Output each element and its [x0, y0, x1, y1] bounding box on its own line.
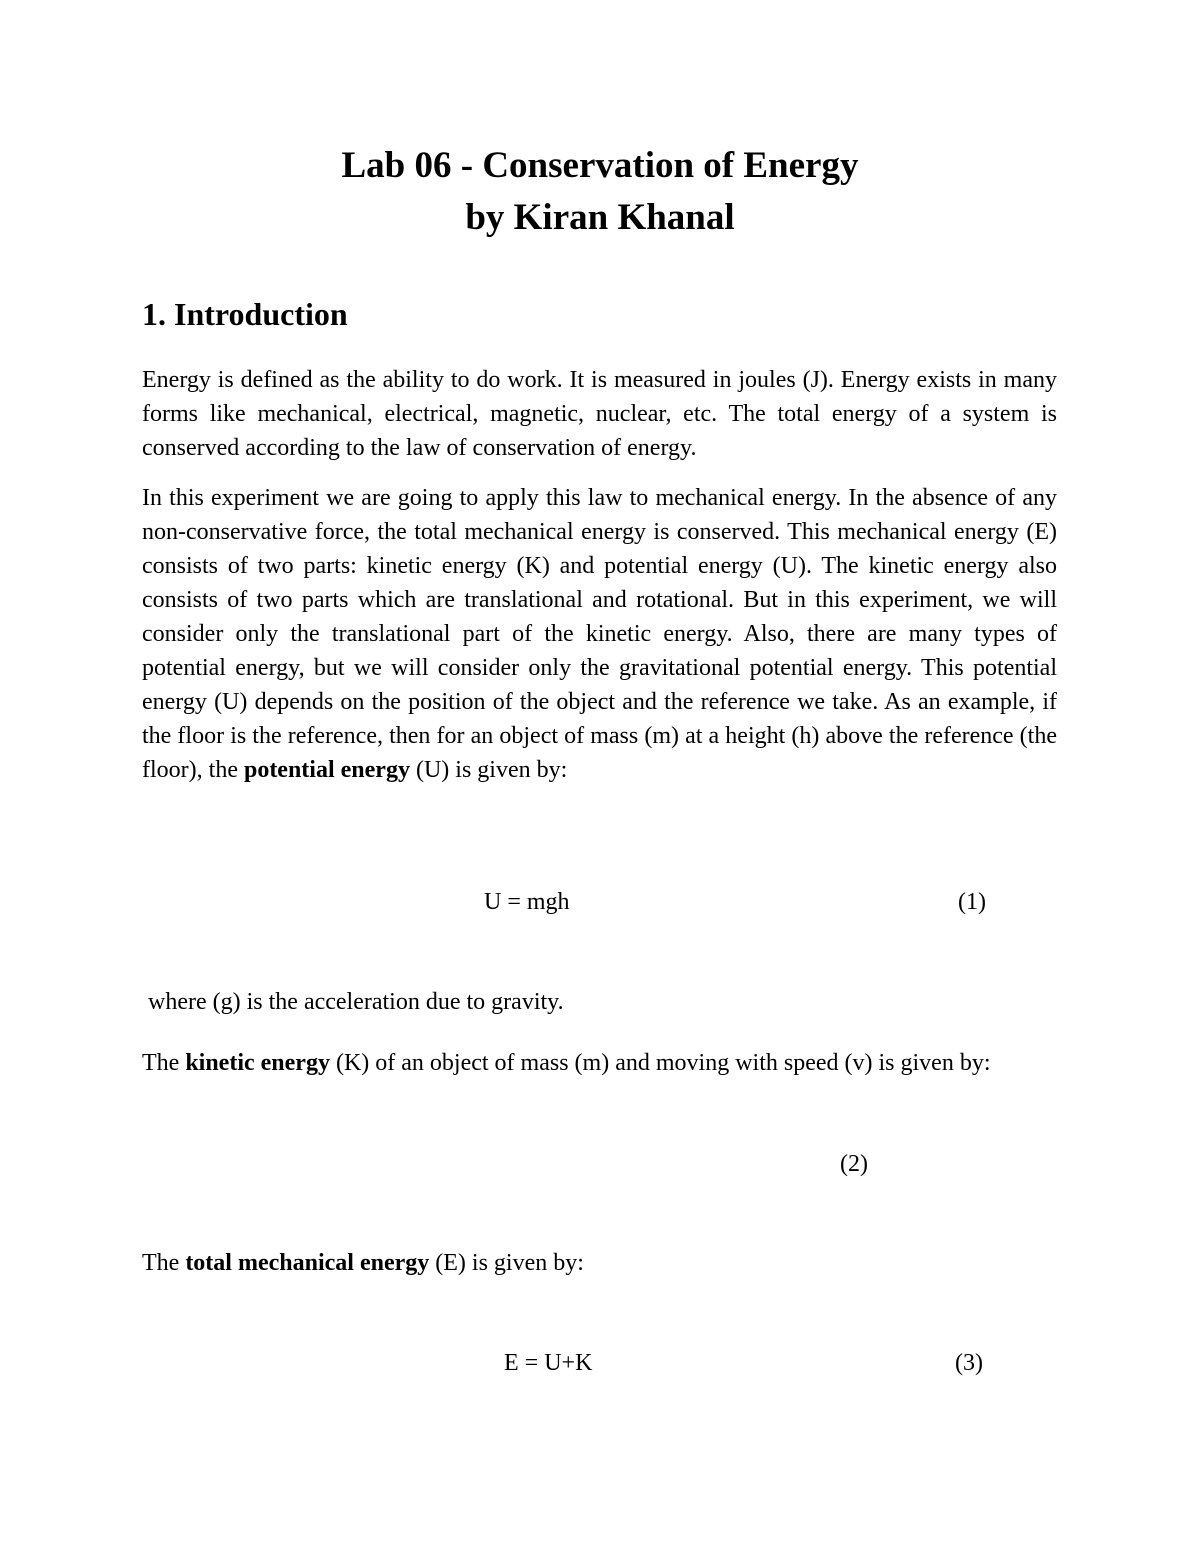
- paragraph-text: where (g) is the acceleration due to gravity.: [148, 989, 564, 1015]
- term-total-mechanical-energy: total mechanical energy: [185, 1250, 430, 1276]
- document-author: by Kiran Khanal: [465, 197, 735, 238]
- equation-1-number: (1): [958, 889, 986, 915]
- term-potential-energy: potential energy: [243, 757, 410, 783]
- paragraph-total-energy: [142, 1246, 1057, 1280]
- paragraph-text: The: [142, 1050, 186, 1076]
- paragraph-mechanical-energy: [142, 481, 1057, 787]
- equation-3-number: (3): [955, 1350, 983, 1376]
- paragraph-gravity-note: [142, 985, 1057, 1019]
- paragraph-kinetic-energy: [142, 1046, 1057, 1080]
- paragraph-text: In this experiment we are going to apply this law to mechanical energy. In the absence of any non-conservative force, the total mechanical energy is conserved. This mechanical energy (E) consists of two parts: kinetic energy (K) and potential energy (U). The kinetic energy also consists of two parts which are translational and rotational. But in this experiment, we will consider only the translational part of the kinetic energy. Also, there are many types of potential energy, but we will consider only the gravitational potential energy. This potential energy (U) depends on the position of the object and the reference we take. As an example, if the floor is the reference, then for an object of mass (m) at a height (h) above the reference (the floor), the: [142, 485, 1057, 783]
- paragraph-text: (E) is given by:: [429, 1250, 584, 1276]
- document-title: Lab 06 - Conservation of Energy: [341, 145, 859, 186]
- paragraph-text: (U) is given by:: [409, 757, 568, 783]
- term-kinetic-energy: kinetic energy: [185, 1050, 330, 1076]
- equation-1: U = mgh: [484, 889, 570, 915]
- equation-2-number: (2): [840, 1151, 868, 1177]
- section-heading-introduction: 1. Introduction: [142, 296, 348, 332]
- equation-3: E = U+K: [504, 1350, 593, 1376]
- paragraph-text: (K) of an object of mass (m) and moving with speed (v) is given by:: [329, 1050, 991, 1076]
- paragraph-energy-definition: Energy is defined as the ability to do work. It is measured in joules (J). Energy exists in many forms like mechanical, electrical, magnetic, nuclear, etc. The total energy of a system is conserved according to the law of conservation of energy.: [142, 367, 1057, 461]
- paragraph-text: The: [142, 1250, 186, 1276]
